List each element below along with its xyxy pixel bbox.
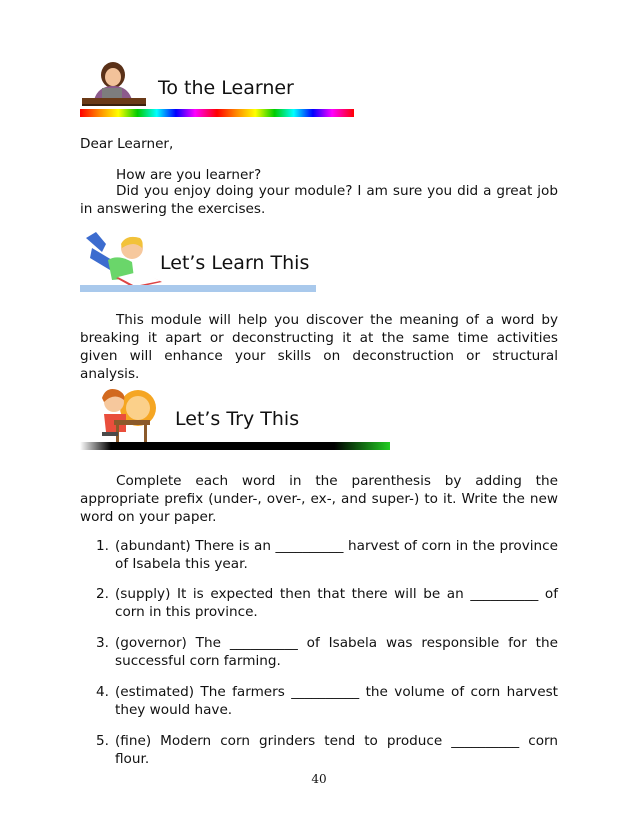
learn-divider <box>80 285 316 292</box>
teacher-illustration <box>80 58 150 106</box>
letter-line-2: Did you enjoy doing your module? I am sure you did a great job in answering the exercises. <box>80 183 558 217</box>
exercise-item <box>96 634 558 670</box>
section-title-to-the-learner: To the Learner <box>158 77 294 99</box>
item-text: (governor) The __________ of Isabela was responsible for the successful corn farming. <box>115 635 558 669</box>
learn-paragraph: This module will help you discover the meaning of a word by breaking it apart or deconstructing it at the same time activities given will enhance your skills on deconstruction or structural analysis. <box>80 312 558 382</box>
item-number: 2. <box>96 586 109 602</box>
section-title-lets-try-this: Let’s Try This <box>175 408 300 430</box>
page-number: 40 <box>311 772 327 786</box>
item-text: (abundant) There is an __________ harvest of corn in the province of Isabela this year. <box>115 538 558 572</box>
item-number: 5. <box>96 733 109 749</box>
item-text: (estimated) The farmers __________ the volume of corn harvest they would have. <box>115 684 558 718</box>
item-number: 3. <box>96 635 109 651</box>
item-number: 4. <box>96 684 109 700</box>
try-instructions: Complete each word in the parenthesis by adding the appropriate prefix (under-, over-, ex-, and super-) to it. Write the new word on your paper. <box>80 473 558 525</box>
exercise-item <box>96 732 558 768</box>
reading-child-illustration <box>82 230 164 292</box>
item-number: 1. <box>96 538 109 554</box>
writing-child-illustration <box>96 386 162 446</box>
section-title-lets-learn-this: Let’s Learn This <box>160 252 310 274</box>
item-text: (supply) It is expected then that there will be an __________ of corn in this province. <box>115 586 558 620</box>
exercise-item <box>96 585 558 621</box>
salutation: Dear Learner, <box>80 136 174 152</box>
letter-line-1: How are you learner? <box>116 167 262 183</box>
item-text: (fine) Modern corn grinders tend to produce __________ corn flour. <box>115 733 558 767</box>
try-divider <box>80 442 390 450</box>
rainbow-divider <box>80 109 354 117</box>
exercise-item <box>96 537 558 573</box>
exercise-item <box>96 683 558 719</box>
